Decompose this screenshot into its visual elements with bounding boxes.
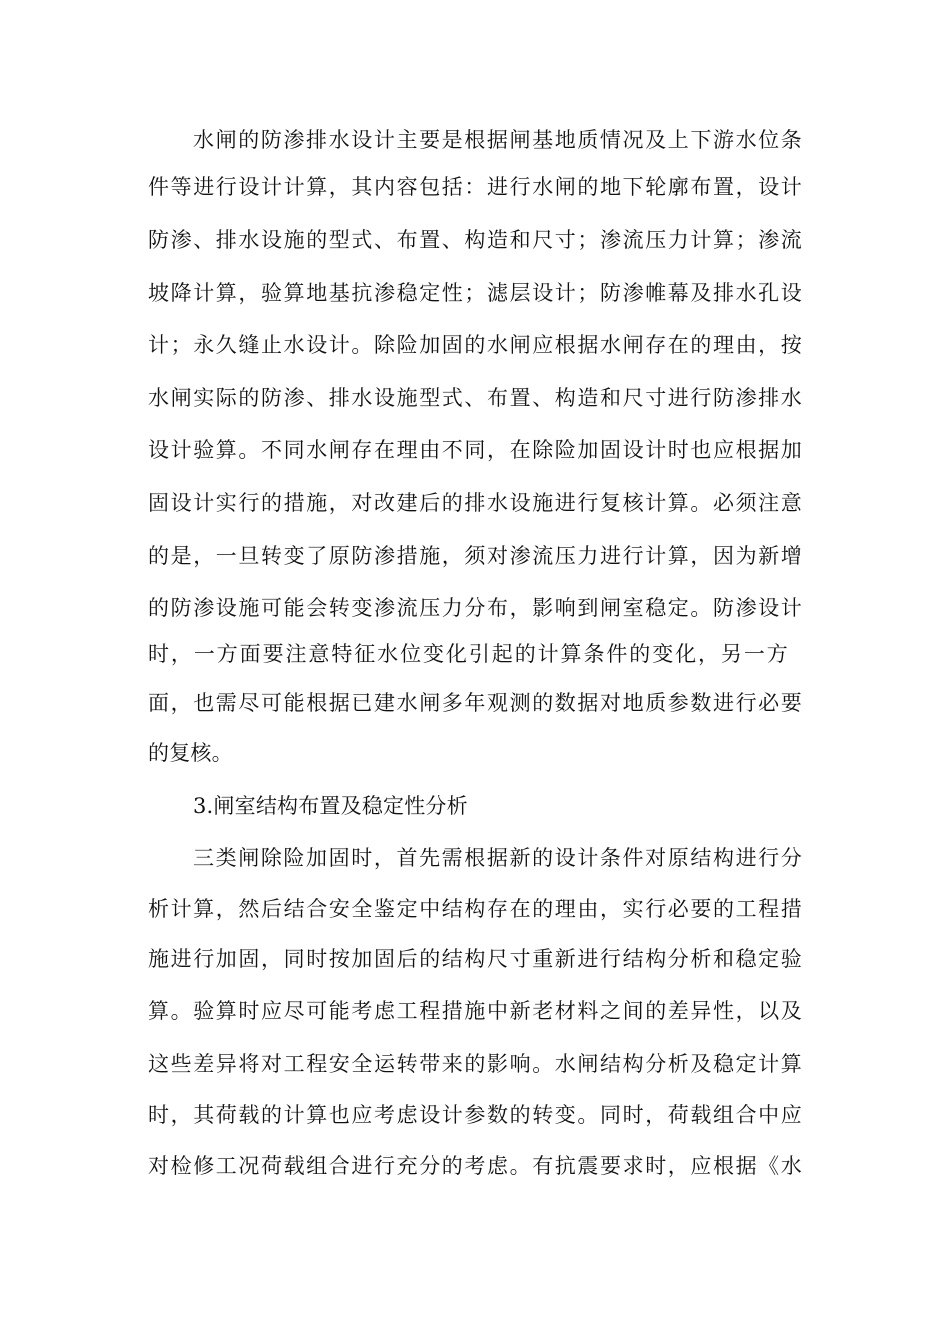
paragraph-2-line-2: 析计算，然后结合安全鉴定中结构存在的理由，实行必要的工程措 <box>148 897 802 921</box>
paragraph-1-line-13: 的复核。 <box>148 741 233 765</box>
paragraph-1-line-2: 件等进行设计计算，其内容包括：进行水闸的地下轮廓布置，设计 <box>148 175 802 199</box>
paragraph-1-line-10: 的防渗设施可能会转变渗流压力分布，影响到闸室稳定。防渗设计 <box>148 596 802 620</box>
paragraph-2-line-3: 施进行加固，同时按加固后的结构尺寸重新进行结构分析和稳定验 <box>148 947 802 971</box>
paragraph-1-line-11: 时，一方面要注意特征水位变化引起的计算条件的变化，另一方 <box>148 642 788 666</box>
paragraph-1-line-5: 计；永久缝止水设计。除险加固的水闸应根据水闸存在的理由，按 <box>148 333 802 357</box>
paragraph-1-line-1: 水闸的防渗排水设计主要是根据闸基地质情况及上下游水位条 <box>193 128 802 152</box>
paragraph-2-line-6: 时，其荷载的计算也应考虑设计参数的转变。同时，荷载组合中应 <box>148 1103 802 1127</box>
paragraph-2-line-7: 对检修工况荷载组合进行充分的考虑。有抗震要求时，应根据《水 <box>148 1154 802 1178</box>
paragraph-1-line-12: 面，也需尽可能根据已建水闸多年观测的数据对地质参数进行必要 <box>148 691 802 715</box>
paragraph-1-line-4: 坡降计算，验算地基抗渗稳定性；滤层设计；防渗帷幕及排水孔设 <box>148 281 802 305</box>
paragraph-1-line-8: 固设计实行的措施，对改建后的排水设施进行复核计算。必须注意 <box>148 491 802 515</box>
section-heading: 3.闸室结构布置及稳定性分析 <box>193 794 468 818</box>
paragraph-1-line-3: 防渗、排水设施的型式、布置、构造和尺寸；渗流压力计算；渗流 <box>148 228 802 252</box>
paragraph-2-line-1: 三类闸除险加固时，首先需根据新的设计条件对原结构进行分 <box>193 846 802 870</box>
paragraph-2-line-5: 这些差异将对工程安全运转带来的影响。水闸结构分析及稳定计算 <box>148 1052 802 1076</box>
paragraph-1-line-6: 水闸实际的防渗、排水设施型式、布置、构造和尺寸进行防渗排水 <box>148 386 802 410</box>
paragraph-1-line-9: 的是，一旦转变了原防渗措施，须对渗流压力进行计算，因为新增 <box>148 544 802 568</box>
paragraph-2-line-4: 算。验算时应尽可能考虑工程措施中新老材料之间的差异性，以及 <box>148 999 802 1023</box>
paragraph-1-line-7: 设计验算。不同水闸存在理由不同，在除险加固设计时也应根据加 <box>148 438 802 462</box>
